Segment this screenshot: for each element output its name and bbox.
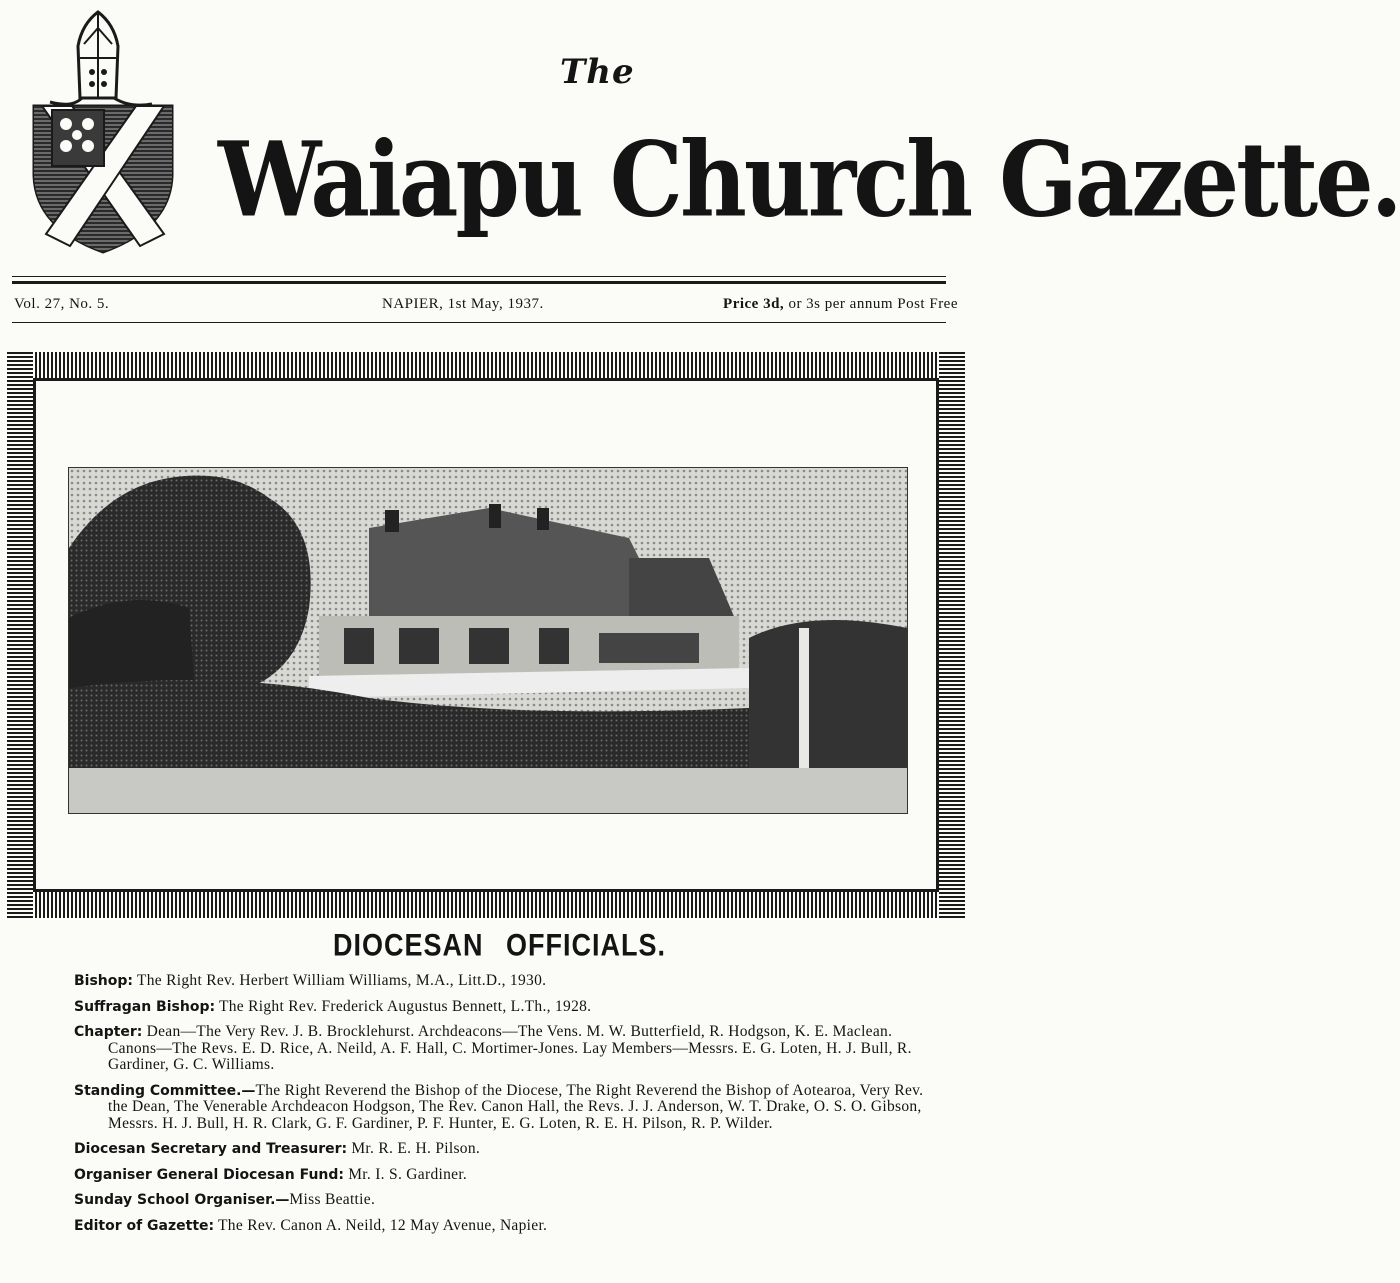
frame-left-side <box>7 352 33 918</box>
entry-label: Sunday School Organiser.— <box>74 1192 290 1208</box>
entry-label: Organiser General Diocesan Fund: <box>74 1166 344 1183</box>
header-rule-top <box>12 276 946 277</box>
entry-label: Editor of Gazette: <box>74 1217 215 1234</box>
section-title: DIOCESAN OFFICIALS. <box>332 927 666 963</box>
entry-text: Dean—The Very Rev. J. B. Brocklehurst. Archdeacons—The Vens. M. W. Butterfield, R. Hodgson, K. E. Maclean. Canons—The Revs. E. D. Rice, A. Neild, A. F. Hall, C. Mortimer-Jones. Lay Members—Messrs. E. G. Loten, H. J. Bull, R. Gardiner, G. C. Williams. <box>108 1023 912 1073</box>
entry-text: The Right Rev. Herbert William Williams, M.A., Litt.D., 1930. <box>136 972 547 989</box>
frame-right-side <box>939 352 965 918</box>
entry-label: Chapter: <box>74 1024 143 1040</box>
entry-text: Mr. R. E. H. Pilson. <box>351 1140 481 1157</box>
officials-list <box>74 973 934 1243</box>
official-entry-secretary-treasurer <box>74 1141 934 1158</box>
official-entry-editor <box>74 1218 934 1235</box>
frame-inner-rule-right <box>936 378 939 892</box>
entry-label: Standing Committee.— <box>74 1082 256 1099</box>
price-label: Price 3d, <box>723 296 785 312</box>
entry-label: Bishop: <box>74 973 134 989</box>
mitre-icon <box>50 12 152 105</box>
header-rule-bottom <box>12 322 946 323</box>
volume-number: Vol. 27, No. 5. <box>14 296 110 312</box>
official-entry-organiser-fund <box>74 1167 934 1184</box>
frame-inner-rule-bottom <box>33 889 939 892</box>
issue-line <box>14 296 958 316</box>
official-entry-chapter <box>74 1024 934 1074</box>
official-entry-bishop <box>74 973 934 990</box>
entry-text: The Right Reverend the Bishop of the Diocese, The Right Reverend the Bishop of Aotearoa, Very Rev. the Dean, The Venerable Archdeacon Hodgson, The Rev. Canon Hall, the Revs. J. J. Anderson, W. T. Drake, O. S. O. Gibson, Messrs. H. J. Bull, H. R. Clark, G. F. Gardiner, P. F. Hunter, E. G. Loten, R. E. H. Pilson, R. P. Wilder. <box>108 1081 924 1132</box>
entry-label: Suffragan Bishop: <box>74 998 216 1015</box>
diocesan-crest-shield-icon <box>12 6 187 256</box>
official-entry-sunday-school <box>74 1192 934 1209</box>
entry-text: The Rev. Canon A. Neild, 12 May Avenue, Napier. <box>218 1216 548 1234</box>
official-entry-suffragan-bishop <box>74 999 934 1016</box>
entry-text: Mr. I. S. Gardiner. <box>348 1165 468 1183</box>
official-entry-standing-committee <box>74 1083 934 1133</box>
header-rule-top-thick <box>12 281 946 284</box>
frame-inner-rule-top <box>33 378 939 381</box>
price-info <box>723 296 958 313</box>
masthead-the: The <box>560 52 635 92</box>
frame-inner-rule-left <box>33 378 36 892</box>
price-rest: or 3s per annum Post Free <box>788 296 958 312</box>
entry-label: Diocesan Secretary and Treasurer: <box>74 1141 348 1157</box>
entry-text: The Right Rev. Frederick Augustus Bennett, L.Th., 1928. <box>218 997 592 1015</box>
house-photograph-image <box>68 467 908 814</box>
masthead-title: Waiapu Church Gazette. <box>218 119 1400 241</box>
entry-text: Miss Beattie. <box>289 1191 376 1208</box>
dateline: NAPIER, 1st May, 1937. <box>382 296 544 312</box>
